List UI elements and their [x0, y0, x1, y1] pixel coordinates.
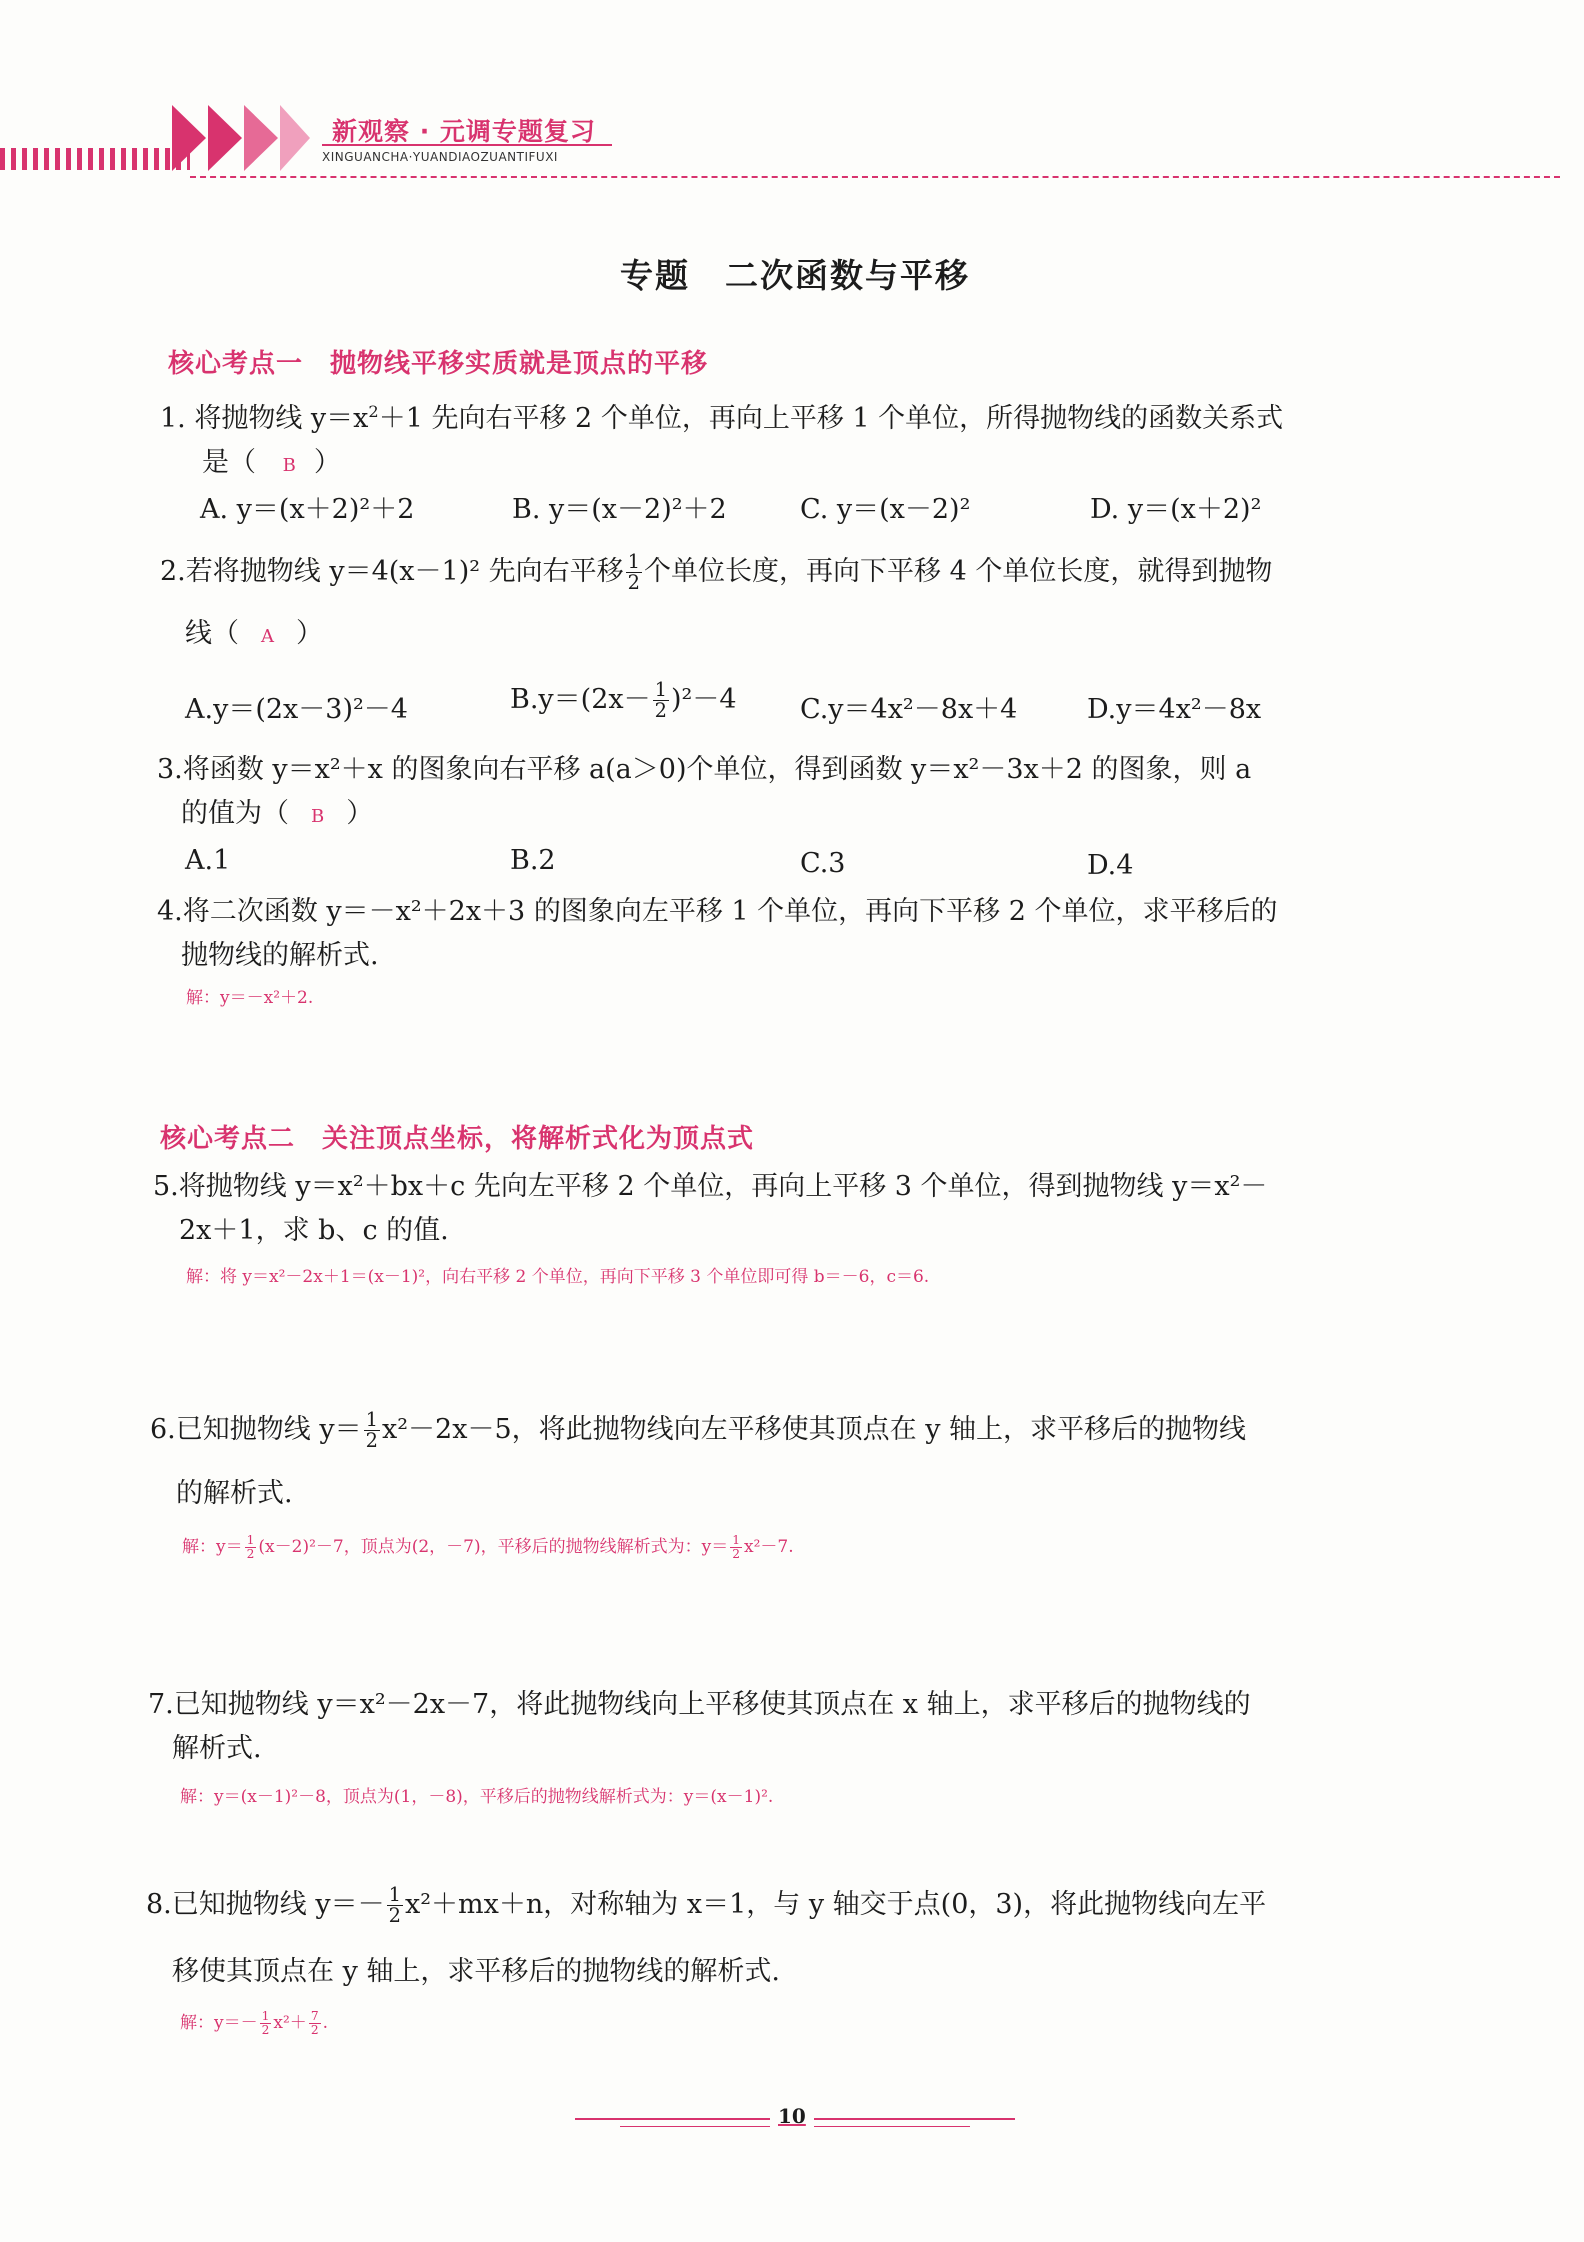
q1-option-b: B. y＝(x－2)²＋2: [512, 494, 727, 525]
q6-fraction: [364, 1407, 380, 1452]
q6-ans-frac2-num: 1: [732, 1533, 741, 1548]
q2-optb-a: B.y＝(2x－: [510, 684, 651, 715]
question-6: [150, 1408, 1450, 1452]
q8-text-a: 8.已知抛物线 y＝－: [146, 1889, 385, 1920]
q1-text-d: ）: [313, 447, 341, 478]
q8-frac-den: 2: [388, 1904, 401, 1927]
q1-option-d: D. y＝(x＋2)²: [1090, 494, 1262, 525]
q2-optb-b: )²－4: [671, 684, 737, 715]
q1-answer-blank: B: [282, 455, 296, 476]
q6-ans-frac1-den: 2: [246, 1547, 255, 1561]
q8-ans-a: 解：y＝－: [180, 2013, 258, 2033]
header-chevron-3: [244, 105, 278, 171]
q2-option-c: C.y＝4x²－8x＋4: [800, 694, 1018, 725]
q8-ans-frac2-num: 7: [310, 2009, 319, 2024]
q1-text-b: ＋1 先向右平移 2 个单位，再向上平移 1 个单位，所得抛物线的函数关系式: [378, 403, 1284, 434]
q6-answer: [182, 1532, 794, 1561]
q8-text-b: x²＋mx＋n，对称轴为 x＝1，与 y 轴交于点(0，3)，将此抛物线向左平: [404, 1889, 1267, 1920]
q1-option-c: C. y＝(x－2)²: [800, 494, 971, 525]
q4-text-b: 抛物线的解析式.: [181, 940, 379, 971]
q4-answer: 解：y＝－x²＋2.: [186, 988, 314, 1008]
q6-frac-den: 2: [365, 1429, 378, 1452]
header-chevron-1: [172, 105, 206, 171]
q8-fraction: [387, 1882, 403, 1927]
q2-text-b: 个单位长度，再向下平移 4 个单位长度，就得到抛物: [644, 556, 1273, 587]
question-2: [160, 550, 1460, 594]
q2-option-d: D.y＝4x²－8x: [1087, 694, 1262, 725]
q2-option-a: A.y＝(2x－3)²－4: [185, 694, 408, 725]
q8-text-c: 移使其顶点在 y 轴上，求平移后的抛物线的解析式.: [172, 1956, 780, 1987]
page-title: 专题 二次函数与平移: [620, 256, 970, 295]
q8-ans-b: x²＋: [273, 2013, 307, 2033]
q2-text-c: 线（: [185, 618, 239, 649]
q6-ans-fraction-2: [730, 1534, 742, 1561]
q2-frac-den: 2: [627, 571, 641, 594]
q7-text-b: 解析式.: [172, 1733, 262, 1764]
q6-text-b: x²－2x－5，将此抛物线向左平移使其顶点在 y 轴上，求平移后的抛物线: [381, 1414, 1247, 1445]
header-chevron-4: [280, 105, 310, 171]
section-heading-2: 核心考点二 关注顶点坐标，将解析式化为顶点式: [160, 1124, 755, 1154]
q3-text-d: ）: [346, 798, 374, 829]
question-3: [157, 748, 1457, 839]
question-5: [153, 1165, 1453, 1253]
q2-text-d: ）: [296, 618, 323, 649]
q8-ans-c: .: [322, 2013, 329, 2033]
q2-frac-num: 1: [627, 549, 641, 573]
q1-text-c: 是（: [202, 447, 256, 478]
q6-ans-frac2-den: 2: [732, 1547, 741, 1561]
q6-ans-fraction-1: [245, 1534, 257, 1561]
q5-text-b: 2x＋1，求 b、c 的值.: [179, 1215, 449, 1246]
question-2-line2: [185, 612, 1485, 659]
q3-text-a: 3.将函数 y＝x²＋x 的图象向右平移 a(a＞0)个单位，得到函数 y＝x²－3x＋2 的图象，则 a: [157, 754, 1252, 785]
q3-option-a: A.1: [185, 845, 231, 876]
q6-ans-c: x²－7.: [744, 1537, 794, 1557]
header-rule: [190, 176, 1560, 178]
header-chevron-2: [208, 105, 242, 171]
q8-answer: [180, 2008, 328, 2037]
q2-answer-blank: A: [261, 626, 274, 647]
question-8: [146, 1883, 1446, 1927]
q7-answer: 解：y＝(x－1)²－8，顶点为(1，－8)，平移后的抛物线解析式为：y＝(x－1)².: [180, 1787, 774, 1807]
question-4: [157, 890, 1457, 978]
q2-optb-frac-num: 1: [654, 677, 667, 701]
q2-text-a: 2.若将抛物线 y＝4(x－1)² 先向右平移: [160, 556, 624, 587]
q8-ans-frac2-den: 2: [310, 2023, 319, 2037]
page-number: 10: [770, 2104, 814, 2128]
q8-frac-num: 1: [388, 1882, 401, 1906]
q1-text-a: 1. 将抛物线 y＝x: [160, 403, 369, 434]
q2-optb-fraction: [653, 677, 669, 722]
question-7: [148, 1683, 1448, 1771]
q4-text-a: 4.将二次函数 y＝－x²＋2x＋3 的图象向左平移 1 个单位，再向下平移 2 个单位，求平移后的: [157, 896, 1278, 927]
q6-ans-b: (x－2)²－7，顶点为(2，－7)，平移后的抛物线解析式为：y＝: [258, 1537, 729, 1557]
q5-answer: 解：将 y＝x²－2x＋1＝(x－1)²，向右平移 2 个单位，再向下平移 3 个单位即可得 b＝－6，c＝6.: [186, 1267, 930, 1287]
q8-ans-frac1-num: 1: [261, 2009, 270, 2024]
question-1: 1. 将抛物线 $y=x^2+1$ 先向右平移 2 个单位，再向上平移 1 个单位，所得抛物线的函数关系式 是（ B ）: [160, 402, 1284, 478]
q7-text-a: 7.已知抛物线 y＝x²－2x－7，将此抛物线向上平移使其顶点在 x 轴上，求平移后的抛物线的: [148, 1689, 1251, 1720]
q3-option-c: C.3: [800, 848, 846, 879]
q6-ans-frac1-num: 1: [246, 1533, 255, 1548]
header-title: 新观察 · 元调专题复习: [332, 117, 596, 146]
q2-option-b: [510, 677, 737, 721]
header-subtitle: XINGUANCHA·YUANDIAOZUANTIFUXI: [322, 150, 558, 164]
q3-text-b: 的值为（: [181, 798, 289, 829]
q6-ans-a: 解：y＝: [182, 1537, 243, 1557]
q8-ans-fraction-1: [260, 2010, 272, 2037]
q3-answer-blank: B: [311, 806, 325, 827]
q8-ans-frac1-den: 2: [261, 2023, 270, 2037]
q6-text-a: 6.已知抛物线 y＝: [150, 1414, 362, 1445]
q6-text-c: 的解析式.: [176, 1478, 293, 1509]
q2-fraction: [626, 549, 642, 594]
header-stripe: [0, 148, 190, 170]
q5-text-a: 5.将抛物线 y＝x²＋bx＋c 先向左平移 2 个单位，再向上平移 3 个单位，得到抛物线 y＝x²－: [153, 1171, 1268, 1202]
q2-optb-frac-den: 2: [654, 699, 667, 722]
q1-option-a: A. y＝(x＋2)²＋2: [200, 494, 415, 525]
q3-option-b: B.2: [510, 845, 556, 876]
q6-frac-num: 1: [365, 1407, 378, 1431]
section-heading-1: 核心考点一 抛物线平移实质就是顶点的平移: [168, 349, 709, 379]
q3-option-d: D.4: [1087, 850, 1134, 881]
q8-ans-fraction-2: [309, 2010, 321, 2037]
